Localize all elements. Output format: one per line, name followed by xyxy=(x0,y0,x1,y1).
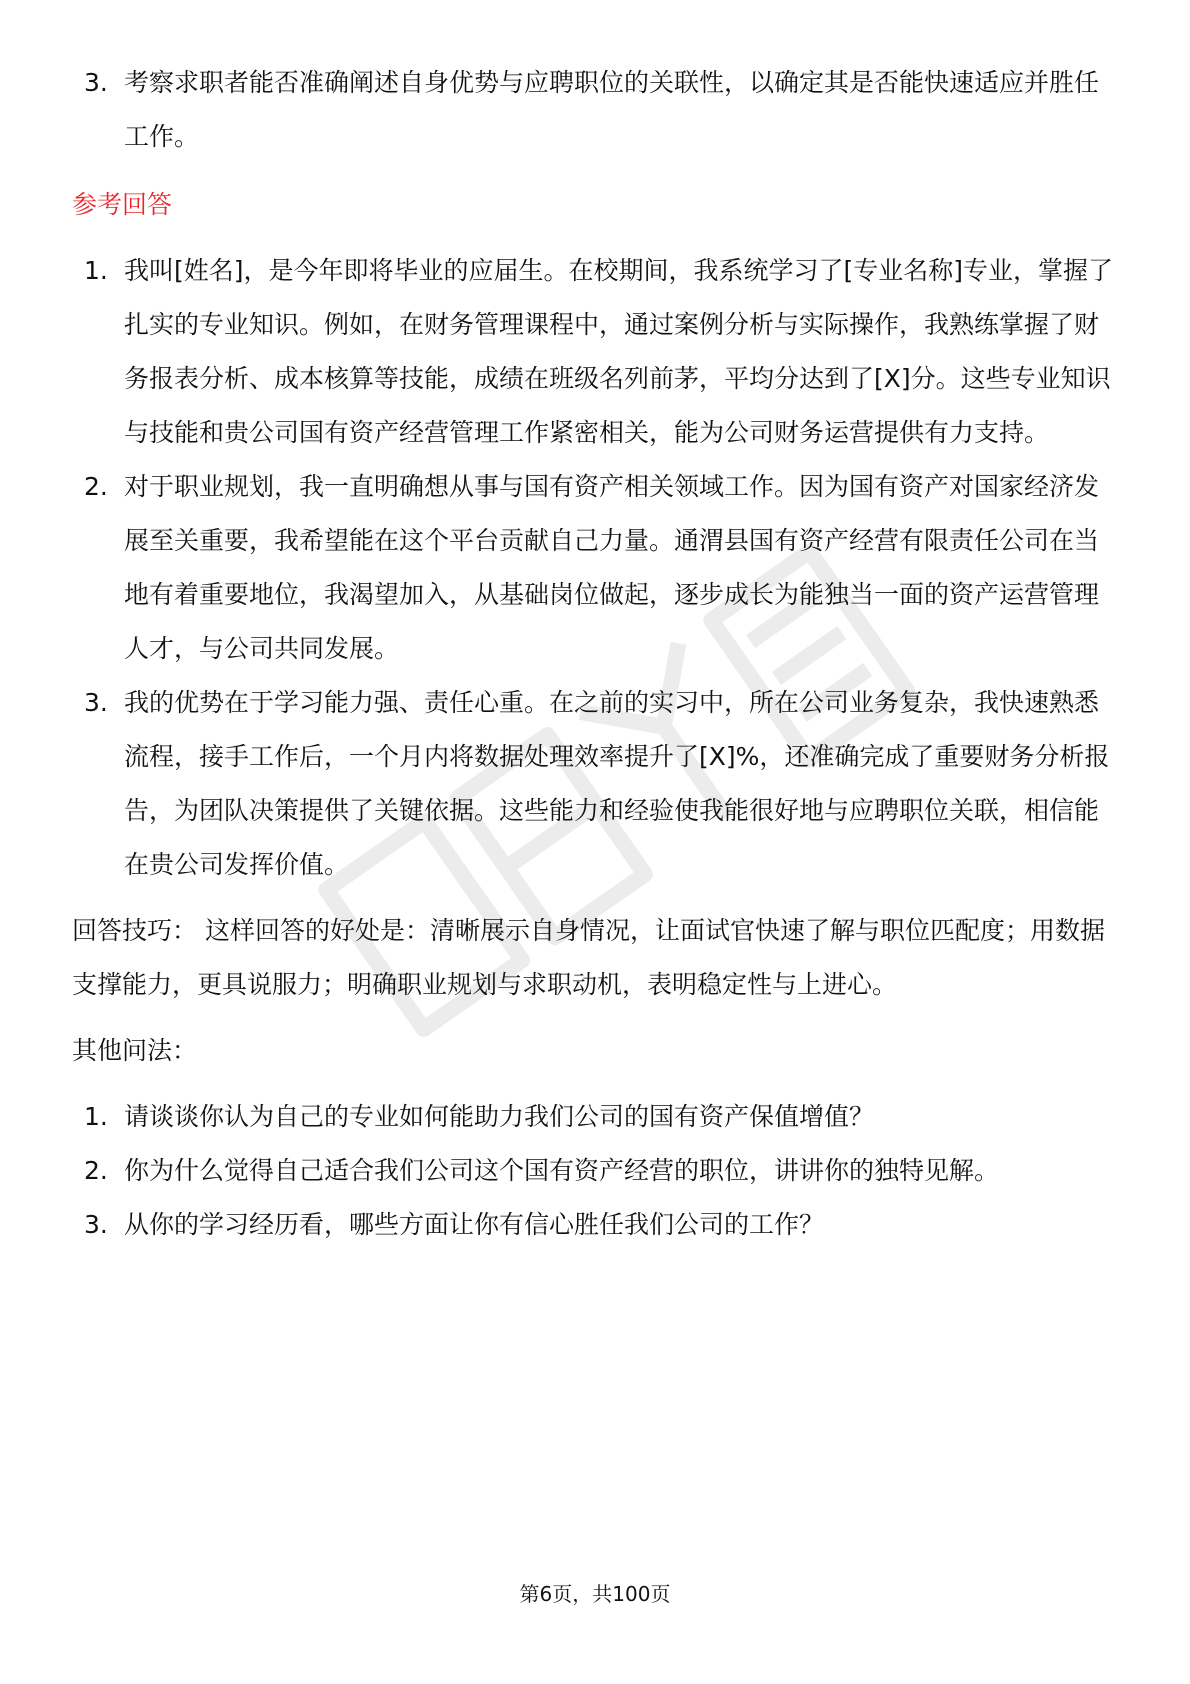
list-item-text: 从你的学习经历看，哪些方面让你有信心胜任我们公司的工作？ xyxy=(124,1210,825,1239)
list-item-number: 3. xyxy=(84,68,108,97)
list-item-text: 我的优势在于学习能力强、责任心重。在之前的实习中，所在公司业务复杂，我快速熟悉流程，接手工作后，一个月内将数据处理效率提升了[X]%，还准确完成了重要财务分析报告，为团队决策提供了关键依据。这些能力和经验使我能很好地与应聘职位关联，相信能在贵公司发挥价值。 xyxy=(124,688,1110,879)
list-item xyxy=(72,244,1122,460)
intro-list xyxy=(72,56,1122,164)
list-item-text: 考察求职者能否准确阐述自身优势与应聘职位的关联性，以确定其是否能快速适应并胜任工作。 xyxy=(124,68,1100,151)
list-item-number: 2. xyxy=(84,472,108,501)
list-item-number: 2. xyxy=(84,1156,108,1185)
list-item-number: 1. xyxy=(84,256,108,285)
list-item xyxy=(72,1198,1122,1252)
list-item-number: 3. xyxy=(84,1210,108,1239)
other-questions-heading: 其他问法： xyxy=(72,1036,198,1065)
reference-answer-list xyxy=(72,244,1122,892)
list-item xyxy=(72,1144,1122,1198)
list-item-number: 1. xyxy=(84,1102,108,1131)
list-item xyxy=(72,676,1122,892)
list-item xyxy=(72,460,1122,676)
list-item-text: 你为什么觉得自己适合我们公司这个国有资产经营的职位，讲讲你的独特见解。 xyxy=(124,1156,1000,1185)
reference-answer-heading: 参考回答 xyxy=(72,190,173,219)
list-item-text: 对于职业规划，我一直明确想从事与国有资产相关领域工作。因为国有资产对国家经济发展至关重要，我希望能在这个平台贡献自己力量。通渭县国有资产经营有限责任公司在当地有着重要地位，我渴望加入，从基础岗位做起，逐步成长为能独当一面的资产运营管理人才，与公司共同发展。 xyxy=(124,472,1100,663)
page-number-footer: 第6页，共100页 xyxy=(519,1582,671,1606)
list-item xyxy=(72,1090,1122,1144)
list-item xyxy=(72,56,1122,164)
other-questions-list xyxy=(72,1090,1122,1252)
list-item-text: 请谈谈你认为自己的专业如何能助力我们公司的国有资产保值增值？ xyxy=(124,1102,875,1131)
list-item-number: 3. xyxy=(84,688,108,717)
answer-tips: 回答技巧： 这样回答的好处是：清晰展示自身情况，让面试官快速了解与职位匹配度；用数据支撑能力，更具说服力；明确职业规划与求职动机，表明稳定性与上进心。 xyxy=(72,916,1105,999)
document-body xyxy=(72,56,1122,1252)
list-item-text: 我叫[姓名]，是今年即将毕业的应届生。在校期间，我系统学习了[专业名称]专业，掌握了扎实的专业知识。例如，在财务管理课程中，通过案例分析与实际操作，我熟练掌握了财务报表分析、成本核算等技能，成绩在班级名列前茅，平均分达到了[X]分。这些专业知识与技能和贵公司国有资产经营管理工作紧密相关，能为公司财务运营提供有力支持。 xyxy=(124,256,1114,447)
